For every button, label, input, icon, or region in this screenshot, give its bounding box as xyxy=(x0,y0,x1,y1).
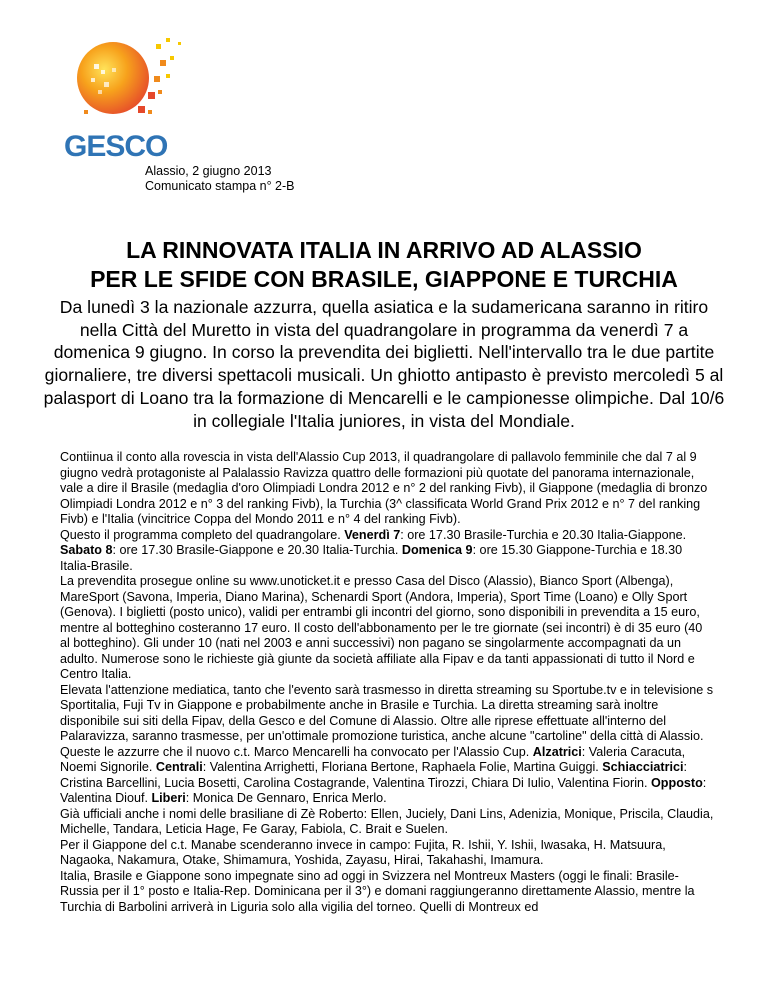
schedule-day-3-text: : ore 15.30 Giappone-Turchia e 18.30 Italia-Brasile. xyxy=(60,543,683,573)
gesco-logo-graphic xyxy=(58,30,198,170)
schedule-day-2-text: : ore 17.30 Brasile-Giappone e 20.30 Italia-Turchia. xyxy=(112,543,402,557)
role-hitters-names: : Cristina Barcellini, Lucia Bosetti, Carolina Costagrande, Valentina Tirozzi, Chiara Di Iulio, Valentina Fiorin. xyxy=(60,760,687,790)
paragraph-japan-roster: Per il Giappone del c.t. Manabe scenderanno invece in campo: Fujita, R. Ishii, Y. Ishii, Iwasaka, H. Matsuura, Nagaoka, Nakamura, Otake, Shimamura, Yoshida, Zayasu, Hirai, Takahashi, Imamura. xyxy=(60,837,666,867)
logo-wordmark: GESCO xyxy=(64,130,168,163)
paragraph-media: Elevata l'attenzione mediatica, tanto che l'evento sarà trasmesso in diretta streaming su Sportube.tv e in televisione s Sportitalia, Fuji Tv in Giappone e probabilmente anche in Brasile e Turchia. La diretta streaming sarà inoltre disponibile sui siti della Fipav, della Gesco e del Comune di Alassio. Oltre alle riprese effettuate all'interno del Palaravizza, saranno trasmesse, per un'ottimale promozione turistica, anche alcune "cartoline" della città di Alassio. xyxy=(60,682,714,743)
headline xyxy=(40,236,728,294)
release-meta xyxy=(145,164,295,194)
role-middles: Centrali xyxy=(155,760,203,774)
roster-intro: Queste le azzurre che il nuovo c.t. Marco Mencarelli ha convocato per l'Alassio Cup. xyxy=(60,744,533,759)
schedule-day-1: Venerdì 7 xyxy=(344,527,401,542)
headline-line-2: PER LE SFIDE CON BRASILE, GIAPPONE E TURCHIA xyxy=(90,266,678,292)
paragraph-italy-roster xyxy=(60,745,714,807)
paragraph-brazil-roster: Già ufficiali anche i nomi delle brasiliane di Zè Roberto: Ellen, Juciely, Dani Lins, Adenizia, Monique, Priscila, Claudia, Michelle, Tandara, Leticia Hage, Fe Garay, Fabiola, C. Brait e Suelen. xyxy=(60,806,714,836)
headline-line-1: LA RINNOVATA ITALIA IN ARRIVO AD ALASSIO xyxy=(126,237,642,263)
paragraph-schedule xyxy=(60,528,714,575)
schedule-intro: Questo il programma completo del quadrangolare. xyxy=(60,527,345,542)
role-opposite: Opposto xyxy=(651,775,703,790)
gesco-logo xyxy=(58,30,198,170)
role-middles-names: : Valentina Arrighetti, Floriana Bertone, Raphaela Folie, Martina Guiggi. xyxy=(202,760,603,774)
role-opposite-names: : Valentina Diouf. xyxy=(60,775,707,805)
role-hitters: Schiacciatrici xyxy=(602,760,684,774)
role-liberos: Liberi xyxy=(151,791,186,805)
schedule-day-2: Sabato 8 xyxy=(60,543,113,557)
subheadline: Da lunedì 3 la nazionale azzurra, quella asiatica e la sudamericana saranno in ritiro nella Città del Muretto in vista del quadrangolare in programma da venerdì 7 a domenica 9 giugno. In corso la prevendita dei biglietti. Nell'intervallo tra le due partite giornaliere, tre diversi spettacoli musicali. Un ghiotto antipasto è previsto mercoledì 5 al palasport di Loano tra la formazione di Mencarelli e le campionesse olimpiche. Dal 10/6 in collegiale l'Italia juniores, in vista del Mondiale. xyxy=(43,297,725,431)
paragraph-tickets: La prevendita prosegue online su www.unoticket.it e presso Casa del Disco (Alassio), Bianco Sport (Albenga), MareSport (Savona, Imperia, Diano Marina), Schenardi Sport (Andora, Imperia), Sport Time (Loano) e Olly Sport (Genova). I biglietti (posto unico), validi per entrambi gli incontri del giorno, sono disponibili in prevendita a 15 euro, mentre al botteghino costeranno 17 euro. Il costo dell'abbonamento per le tre giornate (sei incontri) è di 35 euro (40 al botteghino). Gli under 10 (nati nel 2003 e anni successivi) non pagano se singolarmente accompagnati da un adulto. Numerose sono le richieste già giunte da società affiliate alla Fipav e da tanti appassionati di tutto il Nord e Centro Italia. xyxy=(60,574,703,681)
role-liberos-names: : Monica De Gennaro, Enrica Merlo. xyxy=(185,791,387,805)
release-number: Comunicato stampa n° 2-B xyxy=(145,179,295,193)
schedule-day-3: Domenica 9 xyxy=(401,543,473,557)
role-setters: Alzatrici xyxy=(532,744,582,759)
place-date: Alassio, 2 giugno 2013 xyxy=(145,164,272,178)
paragraph-montreux: Italia, Brasile e Giappone sono impegnate sino ad oggi in Svizzera nel Montreux Masters (oggi le finali: Brasile-Russia per il 1° posto e Italia-Rep. Dominicana per il 3°) e domani raggiungeranno direttamente Alassio, mentre la Turchia di Barbolini arriverà in Liguria solo alla vigilia del torneo. Quelli di Montreux ed xyxy=(60,868,695,914)
paragraph-intro: Contiinua il conto alla rovescia in vista dell'Alassio Cup 2013, il quadrangolare di pallavolo femminile che dal 7 al 9 giugno vedrà protagoniste al Palalassio Ravizza quattro delle formazioni più quotate del panorama internazionale, vale a dire il Brasile (medaglia d'oro Olimpiadi Londra 2012 e n° 2 del ranking Fivb), il Giappone (medaglia di bronzo Olimpiadi Londra 2012 e n° 3 del ranking Fivb), la Turchia (3^ classificata World Grand Prix 2012 e n° 7 del ranking Fivb) e l'Italia (vincitrice Coppa del Mondo 2011 e n° 4 del ranking Fivb). xyxy=(60,450,708,526)
schedule-day-1-text: : ore 17.30 Brasile-Turchia e 20.30 Italia-Giappone. xyxy=(400,527,687,542)
role-setters-names: : Valeria Caracuta, Noemi Signorile. xyxy=(60,744,686,774)
article-body xyxy=(60,450,714,915)
